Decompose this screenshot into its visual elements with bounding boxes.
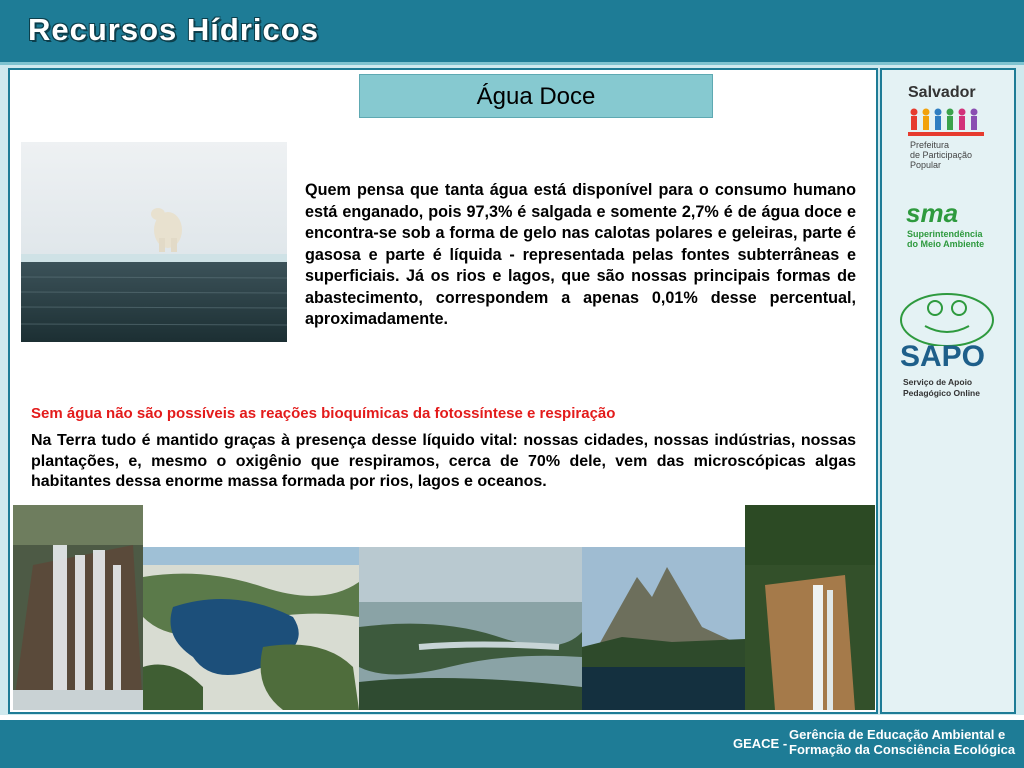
salvador-subtitle: Prefeitura de Participação Popular bbox=[910, 140, 973, 170]
body-paragraph: Na Terra tudo é mantido graças à presença desse líquido vital: nossas cidades, nossas indústrias, nossas plantações, e, mesmo o oxigênio que respiramos, cerca de 70% dele, vem das microscópicas algas habitantes dessa enorme massa formada por rios, lagos e oceanos. bbox=[31, 432, 856, 490]
polar-bear-photo bbox=[21, 142, 287, 342]
salvador-logo bbox=[898, 84, 998, 184]
people-icon bbox=[908, 106, 988, 138]
sapo-logo bbox=[893, 288, 1005, 408]
salvador-title: Salvador bbox=[908, 84, 976, 101]
frog-icon bbox=[897, 288, 997, 346]
waterfall-photo bbox=[13, 505, 143, 710]
highlight-heading: Sem água não são possíveis as reações bioquímicas da fotossíntese e respiração bbox=[31, 405, 616, 422]
sapo-title: SAPO bbox=[900, 340, 986, 373]
sapo-subtitle: Serviço de Apoio Pedagógico Online bbox=[903, 377, 980, 398]
page-title: Recursos Hídricos bbox=[28, 12, 319, 47]
mountain-lake-photo bbox=[582, 547, 745, 710]
footer-lead: GEACE - bbox=[733, 736, 788, 751]
section-title: Água Doce bbox=[359, 74, 713, 118]
cliff-waterfall-photo bbox=[745, 505, 875, 710]
sma-title: sma bbox=[906, 198, 959, 228]
header-bar bbox=[0, 0, 1024, 65]
river-photo bbox=[359, 547, 582, 710]
intro-paragraph: Quem pensa que tanta água está disponível para o consumo humano está enganado, pois 97,3% é salgada e somente 2,7% é de água doce e encontra-se sob a forma de gelo nas calotas polares e geleiras, parte é gasosa e parte é líquida - representada pelas fontes subterrâneas e superficiais. Já os rios e lagos, que são nossas principais formas de abastecimento, correspondem a apenas 0,01% desse percentual, aproximadamente. bbox=[305, 181, 856, 328]
sma-subtitle: Superintendência do Meio Ambiente bbox=[907, 229, 985, 249]
footer-lines: Gerência de Educação Ambiental e Formação da Consciência Ecológica bbox=[789, 727, 1016, 757]
lagoon-photo bbox=[143, 547, 359, 710]
sma-logo bbox=[898, 198, 998, 260]
